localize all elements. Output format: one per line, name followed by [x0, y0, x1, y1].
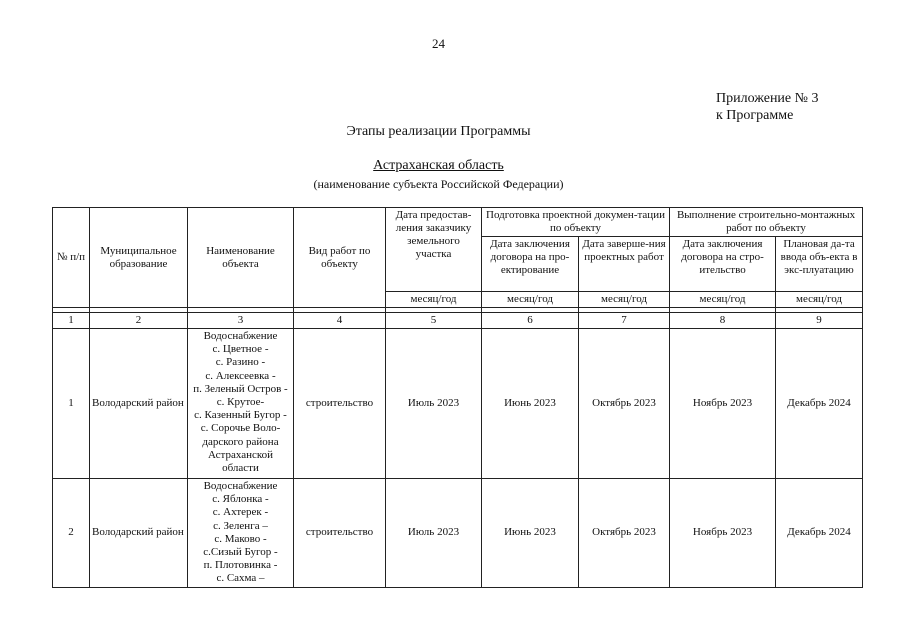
- unit-label: месяц/год: [670, 292, 776, 308]
- page-number: 24: [432, 36, 445, 51]
- object-line: с. Маково -: [214, 532, 267, 545]
- row-work-type: строительство: [294, 479, 386, 588]
- row-commissioning: Декабрь 2024: [776, 329, 863, 479]
- unit-label: месяц/год: [776, 292, 863, 308]
- row-land-date: Июль 2023: [386, 329, 482, 479]
- object-line: с. Крутое-: [216, 396, 265, 409]
- row-design-contract: Июнь 2023: [482, 479, 579, 588]
- object-line: с. Алексеевка -: [205, 369, 276, 382]
- row-commissioning: Декабрь 2024: [776, 479, 863, 588]
- header-construction-group: Выполнение строительно-монтажных работ по объекту: [670, 208, 863, 237]
- column-number-row: [53, 313, 863, 329]
- row-land-date: Июль 2023: [386, 479, 482, 588]
- region-caption: (наименование субъекта Российской Федерации): [313, 177, 564, 191]
- object-line: Астраханской: [207, 448, 274, 461]
- header-land-date: Дата предостав-ления заказчику земельного участка: [386, 208, 482, 292]
- column-number: 5: [386, 313, 482, 329]
- header-work-type: Вид работ по объекту: [294, 208, 386, 308]
- object-line: с. Казенный Бугор -: [194, 409, 287, 422]
- header-design-finish: Дата заверше-ния проектных работ: [579, 237, 670, 292]
- object-line: с. Сорочье Воло-: [200, 422, 281, 435]
- object-line: с. Цветное -: [212, 343, 269, 356]
- object-line: области: [222, 462, 259, 475]
- table-row: [53, 329, 863, 479]
- document-title: Этапы реализации Программы: [346, 124, 531, 139]
- object-line: Водоснабжение: [203, 480, 278, 492]
- object-line: п. Зеленый Остров -: [193, 382, 288, 395]
- header-num: № п/п: [53, 208, 90, 308]
- header-commissioning: Плановая да-та ввода объ-екта в экс-плуатацию: [776, 237, 863, 292]
- object-line: с. Сахма –: [216, 572, 265, 585]
- column-number: 1: [53, 313, 90, 329]
- object-line: дарского района: [202, 435, 279, 448]
- row-object-name: [188, 329, 294, 479]
- column-number: 2: [90, 313, 188, 329]
- header-design-contract: Дата заключения договора на про-ектирование: [482, 237, 579, 292]
- region-name: Астраханская область: [373, 158, 504, 173]
- object-line: с.Сизый Бугор -: [203, 546, 278, 559]
- row-municipality: Володарский район: [90, 479, 188, 588]
- column-number: 8: [670, 313, 776, 329]
- stages-table: [52, 207, 863, 588]
- header-construction-contract: Дата заключения договора на стро-ительство: [670, 237, 776, 292]
- column-number: 4: [294, 313, 386, 329]
- object-line: Водоснабжение: [203, 330, 278, 342]
- row-object-name: [188, 479, 294, 588]
- column-number: 9: [776, 313, 863, 329]
- row-municipality: Володарский район: [90, 329, 188, 479]
- row-construction-contract: Ноябрь 2023: [670, 329, 776, 479]
- unit-label: месяц/год: [386, 292, 482, 308]
- header-municipality: Муниципальное образование: [90, 208, 188, 308]
- appendix-line-2: к Программе: [716, 108, 794, 123]
- column-number: 6: [482, 313, 579, 329]
- table-row: [53, 479, 863, 588]
- unit-label: месяц/год: [579, 292, 670, 308]
- object-line: с. Разино -: [215, 356, 266, 369]
- row-construction-contract: Ноябрь 2023: [670, 479, 776, 588]
- header-design-group: Подготовка проектной докумен-тации по объекту: [482, 208, 670, 237]
- object-line: с. Ахтерек -: [212, 506, 269, 519]
- row-num: 1: [53, 329, 90, 479]
- row-design-finish: Октябрь 2023: [579, 479, 670, 588]
- row-num: 2: [53, 479, 90, 588]
- unit-label: месяц/год: [482, 292, 579, 308]
- object-line: с. Зеленга –: [213, 519, 268, 532]
- object-line: с. Яблонка -: [212, 493, 269, 506]
- header-object-name: Наименование объекта: [188, 208, 294, 308]
- row-work-type: строительство: [294, 329, 386, 479]
- row-design-contract: Июнь 2023: [482, 329, 579, 479]
- object-line: п. Плотовинка -: [203, 559, 278, 572]
- appendix-note: [716, 90, 819, 124]
- column-number: 3: [188, 313, 294, 329]
- appendix-line-1: Приложение № 3: [716, 91, 819, 106]
- column-number: 7: [579, 313, 670, 329]
- row-design-finish: Октябрь 2023: [579, 329, 670, 479]
